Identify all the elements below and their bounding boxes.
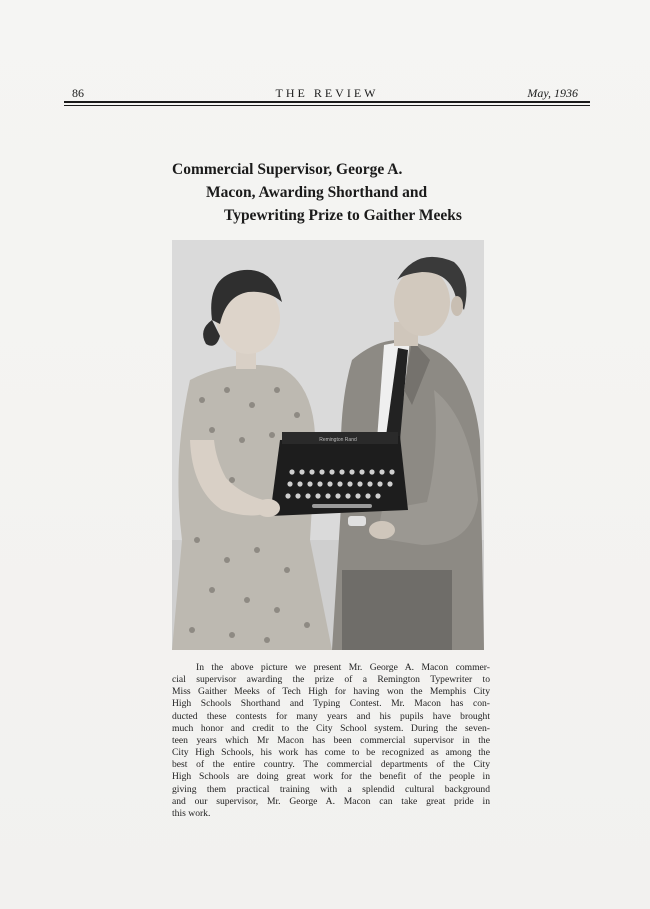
caption-line: this work.	[172, 807, 211, 819]
woman-hand	[256, 499, 280, 517]
caption-line: much honor and credit to the City School system. During the seven-	[172, 722, 490, 734]
issue-date: May, 1936	[527, 86, 578, 100]
caption-line: and our supervisor, Mr. George A. Macon can take great pride in	[172, 795, 490, 807]
caption-line: Miss Gaither Meeks of Tech High for having won the Memphis City	[172, 686, 490, 698]
page-number: 86	[72, 86, 84, 100]
headline-line-1: Commercial Supervisor, George A.	[172, 161, 403, 178]
header-rule-thick	[64, 101, 590, 103]
journal-title: THE REVIEW	[275, 86, 379, 100]
caption-line: ducted these contests for many years and his pupils have brought	[172, 710, 490, 722]
photo-illustration	[172, 240, 484, 650]
header-rule-thin	[64, 105, 590, 106]
caption-line: cial supervisor awarding the prize of a Remington Typewriter to	[172, 674, 490, 686]
award-photograph	[172, 240, 484, 650]
caption-line: High Schools are doing great work for the benefit of the people in	[172, 771, 490, 783]
caption-line: City High Schools, his work has come to be recognized as among the	[172, 747, 490, 759]
photo-caption	[172, 662, 490, 820]
man-hand	[369, 521, 395, 539]
caption-line: teen years which Mr Macon has been commercial supervisor in the	[172, 734, 490, 746]
caption-line: High Schools Shorthand and Typing Contest. Mr. Macon has con-	[172, 698, 490, 710]
caption-line: In the above picture we present Mr. George A. Macon commer-	[196, 662, 490, 673]
headline-line-3: Typewriting Prize to Gaither Meeks	[224, 207, 462, 224]
caption-line: giving them practical training with a splendid cultural background	[172, 783, 490, 795]
headline-line-2: Macon, Awarding Shorthand and	[206, 184, 428, 201]
caption-line: best of the entire country. The commercial departments of the City	[172, 759, 490, 771]
typewriter-brand-label: Remington Rand	[319, 437, 357, 443]
